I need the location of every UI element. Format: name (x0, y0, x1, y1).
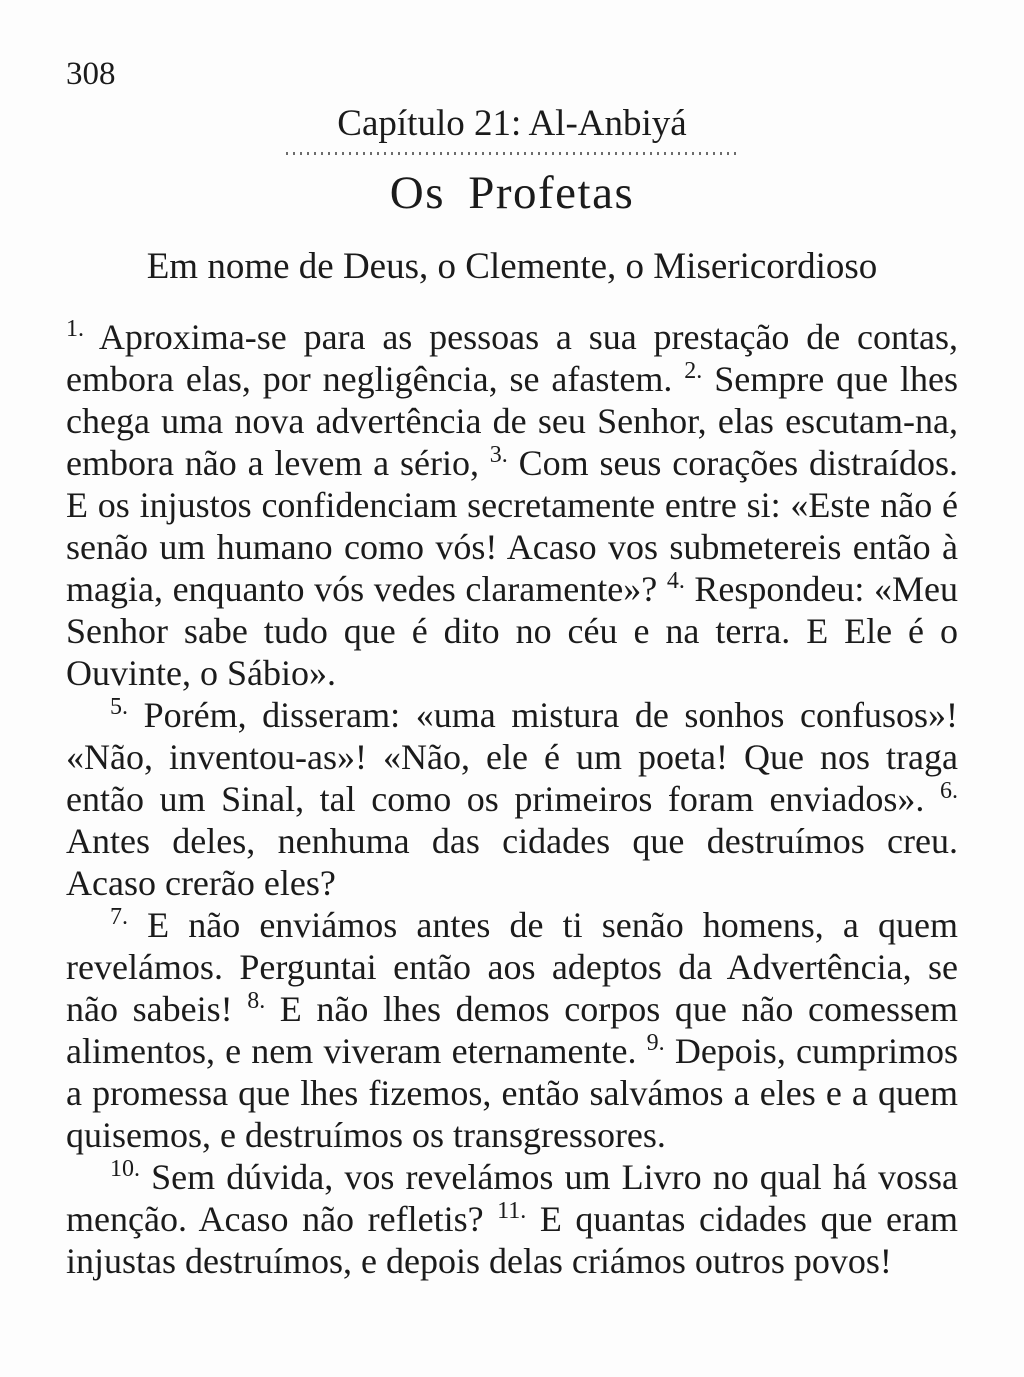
verse-number: 6. (940, 778, 958, 804)
verse-body: Sem dúvida, vos revelámos um Livro no qual há vossa menção. Acaso não refletis? (66, 1157, 958, 1239)
verse-paragraph (66, 316, 958, 694)
verse-body: Porém, disseram: «uma mistura de sonhos confusos»! «Não, inventou-as»! «Não, ele é um poeta! Que nos traga então um Sinal, tal como os primeiros foram enviados». (66, 695, 958, 819)
verse-paragraph (66, 694, 958, 904)
verse-text-block (66, 316, 958, 1282)
page-number: 308 (66, 56, 116, 92)
verse-body: Sempre que lhes chega uma nova advertência de seu Senhor, elas escutam-na, embora não a levem a sério, (66, 359, 959, 483)
verse-number: 9. (646, 1030, 665, 1056)
verse-number: 11. (497, 1198, 527, 1224)
chapter-heading: Capítulo 21: Al-Anbiyá (337, 103, 687, 144)
verse-number: 7. (110, 904, 128, 930)
verse-paragraph (66, 904, 958, 1156)
dotted-divider (286, 152, 738, 155)
verse-body: Aproxima-se para as pessoas a sua prestação de contas, embora elas, por negligência, se afastem. (66, 317, 958, 399)
bismillah-line: Em nome de Deus, o Clemente, o Misericordioso (146, 246, 878, 287)
verse-number: 5. (110, 694, 128, 720)
verse-body: E quantas cidades que eram injustas destruímos, e depois delas criámos outros povos! (66, 1199, 958, 1281)
verse-body: E não lhes demos corpos que não comessem alimentos, e nem viveram eternamente. (66, 989, 958, 1071)
verse-number: 1. (66, 316, 84, 342)
verse-body: E não enviámos antes de ti senão homens, a quem revelámos. Perguntai então aos adeptos da Advertência, se não sabeis! (66, 905, 958, 1029)
verse-number: 2. (684, 358, 703, 384)
verse-number: 8. (247, 988, 266, 1014)
verse-body: Respondeu: «Meu Senhor sabe tudo que é dito no céu e na terra. E Ele é o Ouvinte, o Sábio». (66, 569, 958, 693)
verse-number: 10. (110, 1156, 140, 1182)
verse-body: Depois, cumprimos a promessa que lhes fizemos, então salvámos a eles e a quem quisemos, e destruímos os transgressores. (66, 1031, 958, 1155)
verse-paragraph (66, 1156, 958, 1282)
verse-body: Antes deles, nenhuma das cidades que destruímos creu. Acaso crerão eles? (66, 821, 958, 903)
verse-body: Com seus corações distraídos. E os injustos confidenciam secretamente entre si: «Este não é senão um humano como vós! Acaso vos submetereis então à magia, enquanto vós vedes claramente»? (66, 443, 958, 609)
verse-number: 4. (666, 568, 685, 594)
verse-number: 3. (489, 442, 508, 468)
surah-title: Os Profetas (389, 167, 635, 219)
